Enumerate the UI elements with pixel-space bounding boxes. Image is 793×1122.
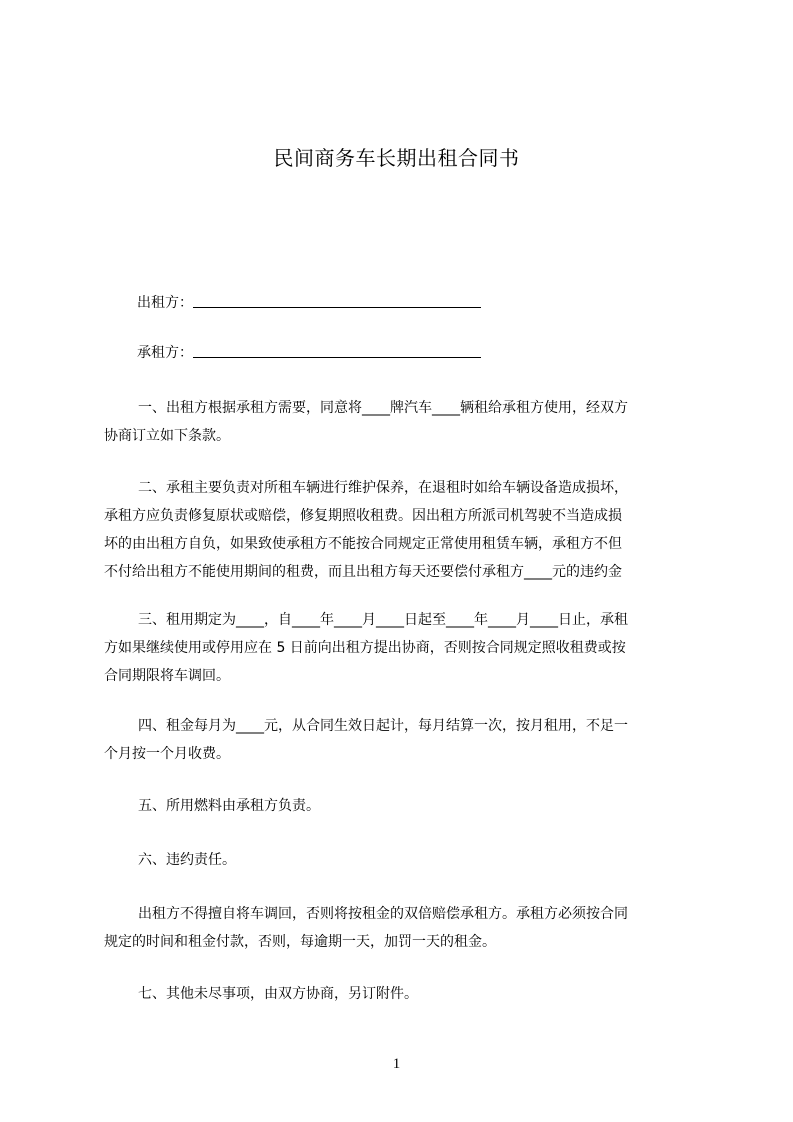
clause-6-detail [104, 900, 700, 956]
clause-1-line: 协商订立如下条款。 [104, 428, 230, 444]
clause-5-line: 五、所用燃料由承租方负责。 [138, 798, 320, 814]
clause-2-line: 不付给出租方不能使用期间的租费，而且出租方每天还要偿付承租方____元的违约金 [104, 564, 622, 580]
lessee-label: 承租方： [137, 345, 193, 361]
clause-3-line: 方如果继续使用或停用应在 5 日前向出租方提出协商，否则按合同规定照收租费或按 [104, 640, 626, 656]
clause-3-line: 三、租用期定为____，自____年____月____日起至____年____月____日止，承租 [138, 612, 628, 628]
lessor-blank [193, 292, 481, 308]
clause-2-line: 坏的由出租方自负，如果致使承租方不能按合同规定正常使用租赁车辆，承租方不但 [104, 536, 622, 552]
clause-6 [104, 846, 700, 874]
clause-2 [104, 474, 700, 586]
clause-5 [104, 792, 700, 820]
clause-3-line: 合同期限将车调回。 [104, 668, 230, 684]
clause-1 [104, 394, 700, 450]
clause-6-line: 六、违约责任。 [138, 852, 236, 868]
clause-4-line: 个月按一个月收费。 [104, 746, 230, 762]
lessee-line [137, 342, 481, 363]
clause-4-line: 四、租金每月为____元，从合同生效日起计，每月结算一次，按月租用，不足一 [138, 718, 628, 734]
clause-2-line: 二、承租主要负责对所租车辆进行维护保养，在退租时如给车辆设备造成损坏， [138, 480, 628, 496]
lessor-line [137, 292, 481, 313]
clause-6-detail-line: 规定的时间和租金付款，否则，每逾期一天，加罚一天的租金。 [104, 934, 496, 950]
document-title: 民间商务车长期出租合同书 [273, 146, 520, 170]
clause-7-line: 七、其他未尽事项，由双方协商，另订附件。 [138, 986, 418, 1002]
lessee-blank [193, 342, 481, 358]
clause-4 [104, 712, 700, 768]
clause-3 [104, 606, 700, 690]
lessor-label: 出租方： [137, 295, 193, 311]
page-number: 1 [392, 1056, 401, 1072]
clause-7 [104, 980, 700, 1008]
clause-6-detail-line: 出租方不得擅自将车调回，否则将按租金的双倍赔偿承租方。承租方必须按合同 [138, 906, 628, 922]
clause-2-line: 承租方应负责修复原状或赔偿，修复期照收租费。因出租方所派司机驾驶不当造成损 [104, 508, 622, 524]
clause-1-line: 一、出租方根据承租方需要，同意将____牌汽车____辆租给承租方使用，经双方 [138, 400, 628, 416]
